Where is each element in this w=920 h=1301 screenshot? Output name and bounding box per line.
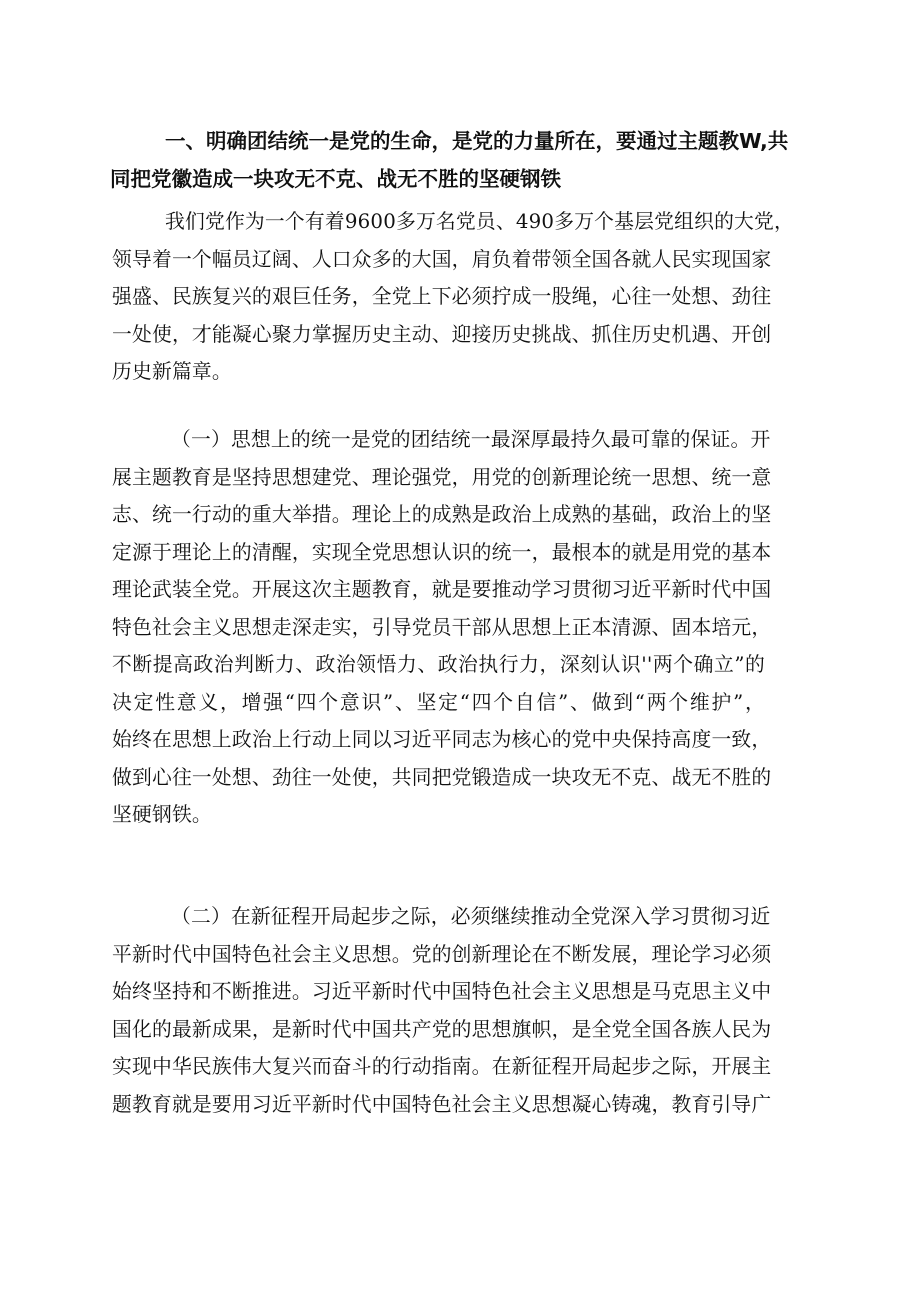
paragraph-line: 定源于理论上的清醒，实现全党思想认识的统一，最根本的就是用党的基本 [112, 540, 772, 564]
paragraph-line: 领导着一个幅员辽阔、人口众多的大国，肩负着带领全国各就人民实现国家 [112, 247, 772, 271]
heading-line: 一、明确团结统一是党的生命，是党的力量所在，要通过主题教W,共 [165, 129, 789, 153]
paragraph-line: 决定性意义，增强“四个意识”、坚定“四个自信”、做到“两个维护”， [112, 690, 765, 714]
paragraph-line: （二）在新征程开局起步之际，必须继续推动全党深入学习贯彻习近 [171, 905, 771, 928]
heading-line: 同把党徽造成一块攻无不克、战无不胜的坚硬钢铁 [110, 167, 561, 191]
paragraph-line: 平新时代中国特色社会主义思想。党的创新理论在不断发展，理论学习必须 [112, 942, 772, 966]
section-heading [110, 122, 789, 198]
paragraph-line: 特色社会主义思想走深走实，引导党员干部从思想上正本清源、固本培元， [112, 615, 772, 639]
paragraph-line: 做到心往一处想、劲往一处使，共同把党锻造成一块攻无不克、战无不胜的 [112, 765, 772, 789]
paragraph-line: 实现中华民族伟大复兴而奋斗的行动指南。在新征程开局起步之际，开展主 [112, 1055, 772, 1078]
paragraph-section-one [112, 421, 772, 834]
paragraph-line: 展主题教育是坚持思想建党、理论强党，用党的创新理论统一思想、统一意 [112, 465, 772, 489]
paragraph-line: 题教育就是要用习近平新时代中国特色社会主义思想凝心铸魂，教育引导广 [112, 1092, 772, 1116]
paragraph-line: 始终坚持和不断推进。习近平新时代中国特色社会主义思想是马克思主义中 [112, 980, 772, 1003]
paragraph-line: （一）思想上的统一是党的团结统一最深厚最持久最可靠的保证。开 [171, 428, 771, 451]
paragraph-line: 理论武装全党。开展这次主题教育，就是要推动学习贯彻习近平新时代中国 [112, 578, 772, 601]
paragraph-line: 我们党作为一个有着9600多万名党员、490多万个基层党组织的大党， [165, 210, 794, 233]
paragraph-line: 强盛、民族复兴的艰巨任务，全党上下必须拧成一股绳，心往一处想、劲往 [112, 285, 772, 308]
paragraph-line: 不断提高政治判断力、政治领悟力、政治执行力，深刻认识''两个确立”的 [112, 653, 765, 676]
paragraph-section-two [112, 898, 772, 1123]
paragraph-line: 坚硬钢铁。 [112, 803, 212, 826]
paragraph-line: 一处使，才能凝心聚力掌握历史主动、迎接历史挑战、抓住历史机遇、开创 [112, 322, 772, 346]
paragraph-line: 国化的最新成果，是新时代中国共产党的思想旗帜，是全党全国各族人民为 [112, 1017, 772, 1041]
paragraph-intro [112, 203, 794, 391]
paragraph-line: 志、统一行动的重大举措。理论上的成熟是政治上成熟的基础，政治上的坚 [112, 503, 772, 526]
paragraph-line: 始终在思想上政治上行动上同以习近平同志为核心的党中央保持高度一致， [112, 728, 772, 751]
paragraph-line: 历史新篇章。 [112, 360, 232, 383]
